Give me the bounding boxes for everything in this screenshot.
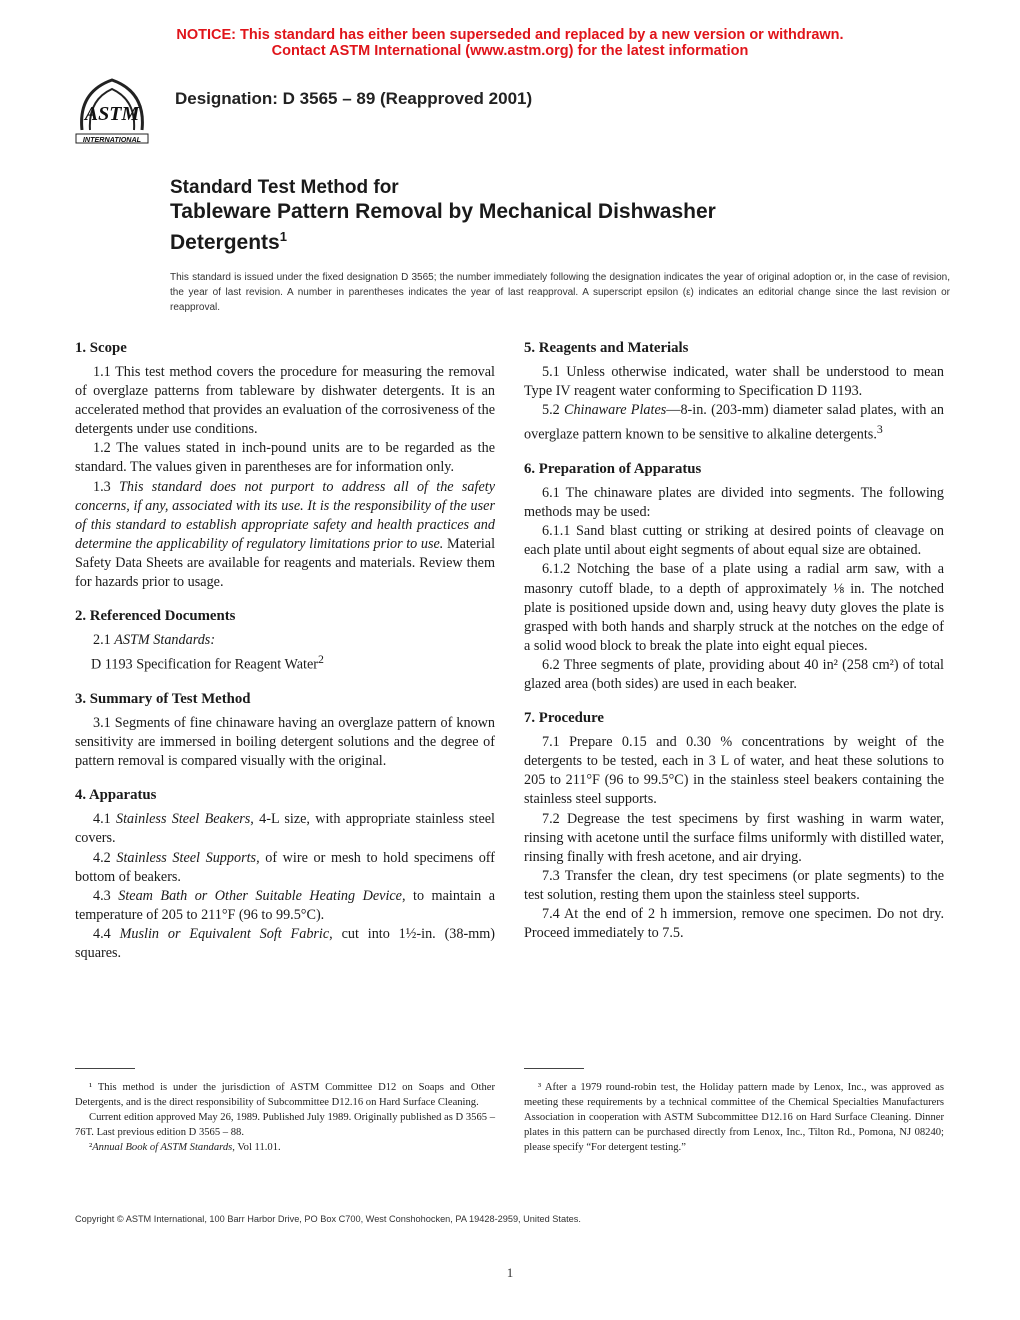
- notice-line-1: NOTICE: This standard has either been superseded and replaced by a new version or withdrawn.: [176, 27, 844, 43]
- copyright-line: Copyright © ASTM International, 100 Barr Harbor Drive, PO Box C700, West Conshohocken, PA 19428-2959, United States.: [75, 1214, 581, 1224]
- paragraph: 6.1.1 Sand blast cutting or striking at desired points of cleavage on each plate until about eight segments of about equal size are obtained.: [524, 523, 944, 559]
- footnote-divider-right: [524, 1068, 584, 1069]
- paragraph: 7.3 Transfer the clean, dry test specimens (or plate segments) to the test solution, resting them upon the stainless steel supports.: [524, 867, 944, 903]
- paragraph: 3.1 Segments of fine chinaware having an overglaze pattern of known sensitivity are immersed in boiling detergent solutions and the degree of pattern removal is compared visually with the original.: [75, 715, 495, 770]
- para-text: , cut into 1½-in. (38-mm) squares.: [75, 925, 495, 961]
- issued-note: This standard is issued under the fixed designation D 3565; the number immediately following the designation indicates the year of original adoption or, in the case of revision, the year of last revision. A number in parentheses indicates the year of last reapproval. A superscript epsilon (ε) indicates an editorial change since the last revision or reapproval.: [170, 272, 950, 313]
- footnote-mark: 2: [317, 652, 324, 667]
- logo-letters: ASTM: [84, 103, 140, 125]
- section-procedure: [524, 708, 944, 943]
- section-summary: [75, 689, 495, 771]
- para-text: , of wire or mesh to hold specimens off bottom of beakers.: [75, 849, 496, 885]
- italic-text: This standard does not purport to address all of the safety concerns, if any, associated with its use. It is the responsibility of the user of this standard to establish appropriate safety and health practices and determine the applicability of regulatory limitations prior to use.: [75, 478, 495, 552]
- section-heading: 1. Scope: [75, 340, 127, 356]
- footnotes-left: [75, 1080, 495, 1155]
- paragraph: [75, 887, 495, 925]
- notice-line-2: Contact ASTM International (www.astm.org) for the latest information: [271, 43, 749, 59]
- title-line-1: Standard Test Method for: [170, 177, 399, 198]
- paragraph: 7.2 Degrease the test specimens by first washing in warm water, rinsing with acetone until the surface films uniformly with distilled water, rinsing finally with fresh acetone, and air drying.: [524, 810, 944, 865]
- footnote-mark: ²: [89, 1142, 93, 1153]
- section-referenced-documents: [75, 606, 495, 675]
- para-number: 4.3: [93, 887, 111, 904]
- paragraph: 1.1 This test method covers the procedure for measuring the removal of overglaze patterns from tableware by dishwater detergents. It is an accelerated method that provides an evaluation of the corrosiveness of the detergents under use conditions.: [75, 364, 495, 438]
- para-number: 1.3: [93, 478, 111, 495]
- para-number: 4.2: [93, 849, 111, 866]
- footnote-divider-left: [75, 1068, 135, 1069]
- paragraph: [75, 631, 495, 650]
- title-line-2: Tableware Pattern Removal by Mechanical Dishwasher: [170, 200, 716, 223]
- notice-banner: [0, 27, 1020, 59]
- italic-text: Stainless Steel Beakers: [116, 811, 251, 828]
- footnote-text: , Vol 11.01.: [232, 1142, 281, 1153]
- designation: Designation: D 3565 – 89 (Reapproved 2001): [175, 89, 533, 108]
- para-text: D 1193 Specification for Reagent Water: [91, 656, 318, 673]
- paragraph: 7.4 At the end of 2 h immersion, remove one specimen. Do not dry. Proceed immediately to 7.5.: [524, 905, 944, 942]
- paragraph: [75, 650, 495, 675]
- section-heading: 6. Preparation of Apparatus: [524, 461, 702, 478]
- title-line-3-text: Detergents: [170, 231, 280, 254]
- paragraph: 1.2 The values stated in inch-pound units are to be regarded as the standard. The values given in parentheses are for information only.: [75, 440, 495, 476]
- logo-caption: INTERNATIONAL: [82, 135, 142, 144]
- paragraph: [524, 401, 944, 445]
- section-preparation: [524, 459, 944, 694]
- para-text: , to maintain a temperature of 205 to 211°F (96 to 99.5°C).: [75, 887, 495, 923]
- section-heading: 7. Procedure: [524, 710, 604, 727]
- paragraph: [75, 849, 495, 887]
- italic-text: ASTM Standards:: [114, 632, 216, 649]
- para-text: Material Safety Data Sheets are available for reagents and materials. Review them for hazards prior to usage.: [75, 535, 496, 591]
- footnote: ³ After a 1979 round-robin test, the Holiday pattern made by Lenox, Inc., was approved as meeting these requirements by a technical committee of the Chemical Specialties Manufacturers Association in cooperation with ASTM Subcommittee D12.16 on Hard Surface Cleaning. Dinner plates in this pattern can be purchased directly from Lenox, Inc., Tilton Rd., Pomona, NJ 08240; please specify “For detergent testing.”: [524, 1082, 944, 1153]
- italic-text: Muslin or Equivalent Soft Fabric: [119, 925, 330, 942]
- section-heading: 2. Referenced Documents: [75, 608, 236, 625]
- title-line-3: [170, 224, 950, 255]
- footnote-mark: 3: [876, 422, 883, 437]
- para-text: —8-in. (203-mm) diameter salad plates, with an overglaze pattern known to be sensitive to alkaline detergents.: [524, 402, 944, 444]
- paragraph: [75, 478, 495, 593]
- section-heading: 5. Reagents and Materials: [524, 340, 689, 356]
- section-heading: 3. Summary of Test Method: [75, 691, 251, 708]
- italic-text: Stainless Steel Supports: [116, 849, 257, 866]
- right-column: [524, 338, 944, 957]
- title-footnote-mark: 1: [279, 229, 287, 244]
- italic-text: Chinaware Plates: [564, 402, 667, 419]
- para-text: , 4-L size, with appropriate stainless steel covers.: [75, 811, 495, 847]
- paragraph: 7.1 Prepare 0.15 and 0.30 % concentrations by weight of the detergents to be tested, each in 3 L of water, and heat these solutions to 205 to 211°F (96 to 99.5°C) in the stainless steel beakers containing the stainless steel supports.: [524, 734, 944, 808]
- para-number: 4.4: [93, 925, 111, 942]
- footnote: [75, 1140, 495, 1155]
- paragraph: 6.1 The chinaware plates are divided into segments. The following methods may be used:: [524, 485, 944, 521]
- para-number: 2.1: [93, 632, 111, 649]
- paragraph: [75, 810, 495, 848]
- section-apparatus: [75, 785, 495, 963]
- section-heading: 4. Apparatus: [75, 787, 157, 804]
- italic-text: Steam Bath or Other Suitable Heating Device: [118, 887, 402, 904]
- italic-text: Annual Book of ASTM Standards: [92, 1142, 233, 1153]
- section-reagents: [524, 338, 944, 445]
- paragraph: 6.2 Three segments of plate, providing about 40 in² (258 cm²) of total glazed area (both sides) are used in each beaker.: [524, 656, 944, 693]
- footnote: ¹ This method is under the jurisdiction of ASTM Committee D12 on Soaps and Other Detergents, and is the direct responsibility of Subcommittee D12.16 on Hard Surface Cleaning.: [75, 1082, 495, 1108]
- para-number: 5.2: [542, 402, 560, 419]
- footnote: Current edition approved May 26, 1989. Published July 1989. Originally published as D 3565 – 76T. Last previous edition D 3565 – 88.: [75, 1112, 495, 1138]
- left-column: [75, 338, 495, 977]
- page-number: 1: [506, 1265, 514, 1280]
- para-number: 4.1: [93, 811, 111, 828]
- document-title: [170, 176, 950, 255]
- paragraph: [75, 925, 495, 963]
- paragraph: 6.1.2 Notching the base of a plate using a radial arm saw, with a masonry cutoff blade, to a depth of approximately ⅛ in. The notched plate is positioned upside down and, using heavy duty gloves the plate is grasped with both hands and sharply struck at the notches on the edge of a solid wood block to break the plate into eight equal pieces.: [524, 561, 944, 654]
- astm-logo: [64, 72, 160, 152]
- section-scope: [75, 338, 495, 592]
- paragraph: 5.1 Unless otherwise indicated, water shall be understood to mean Type IV reagent water conforming to Specification D 1193.: [524, 364, 944, 400]
- footnotes-right: [524, 1080, 944, 1155]
